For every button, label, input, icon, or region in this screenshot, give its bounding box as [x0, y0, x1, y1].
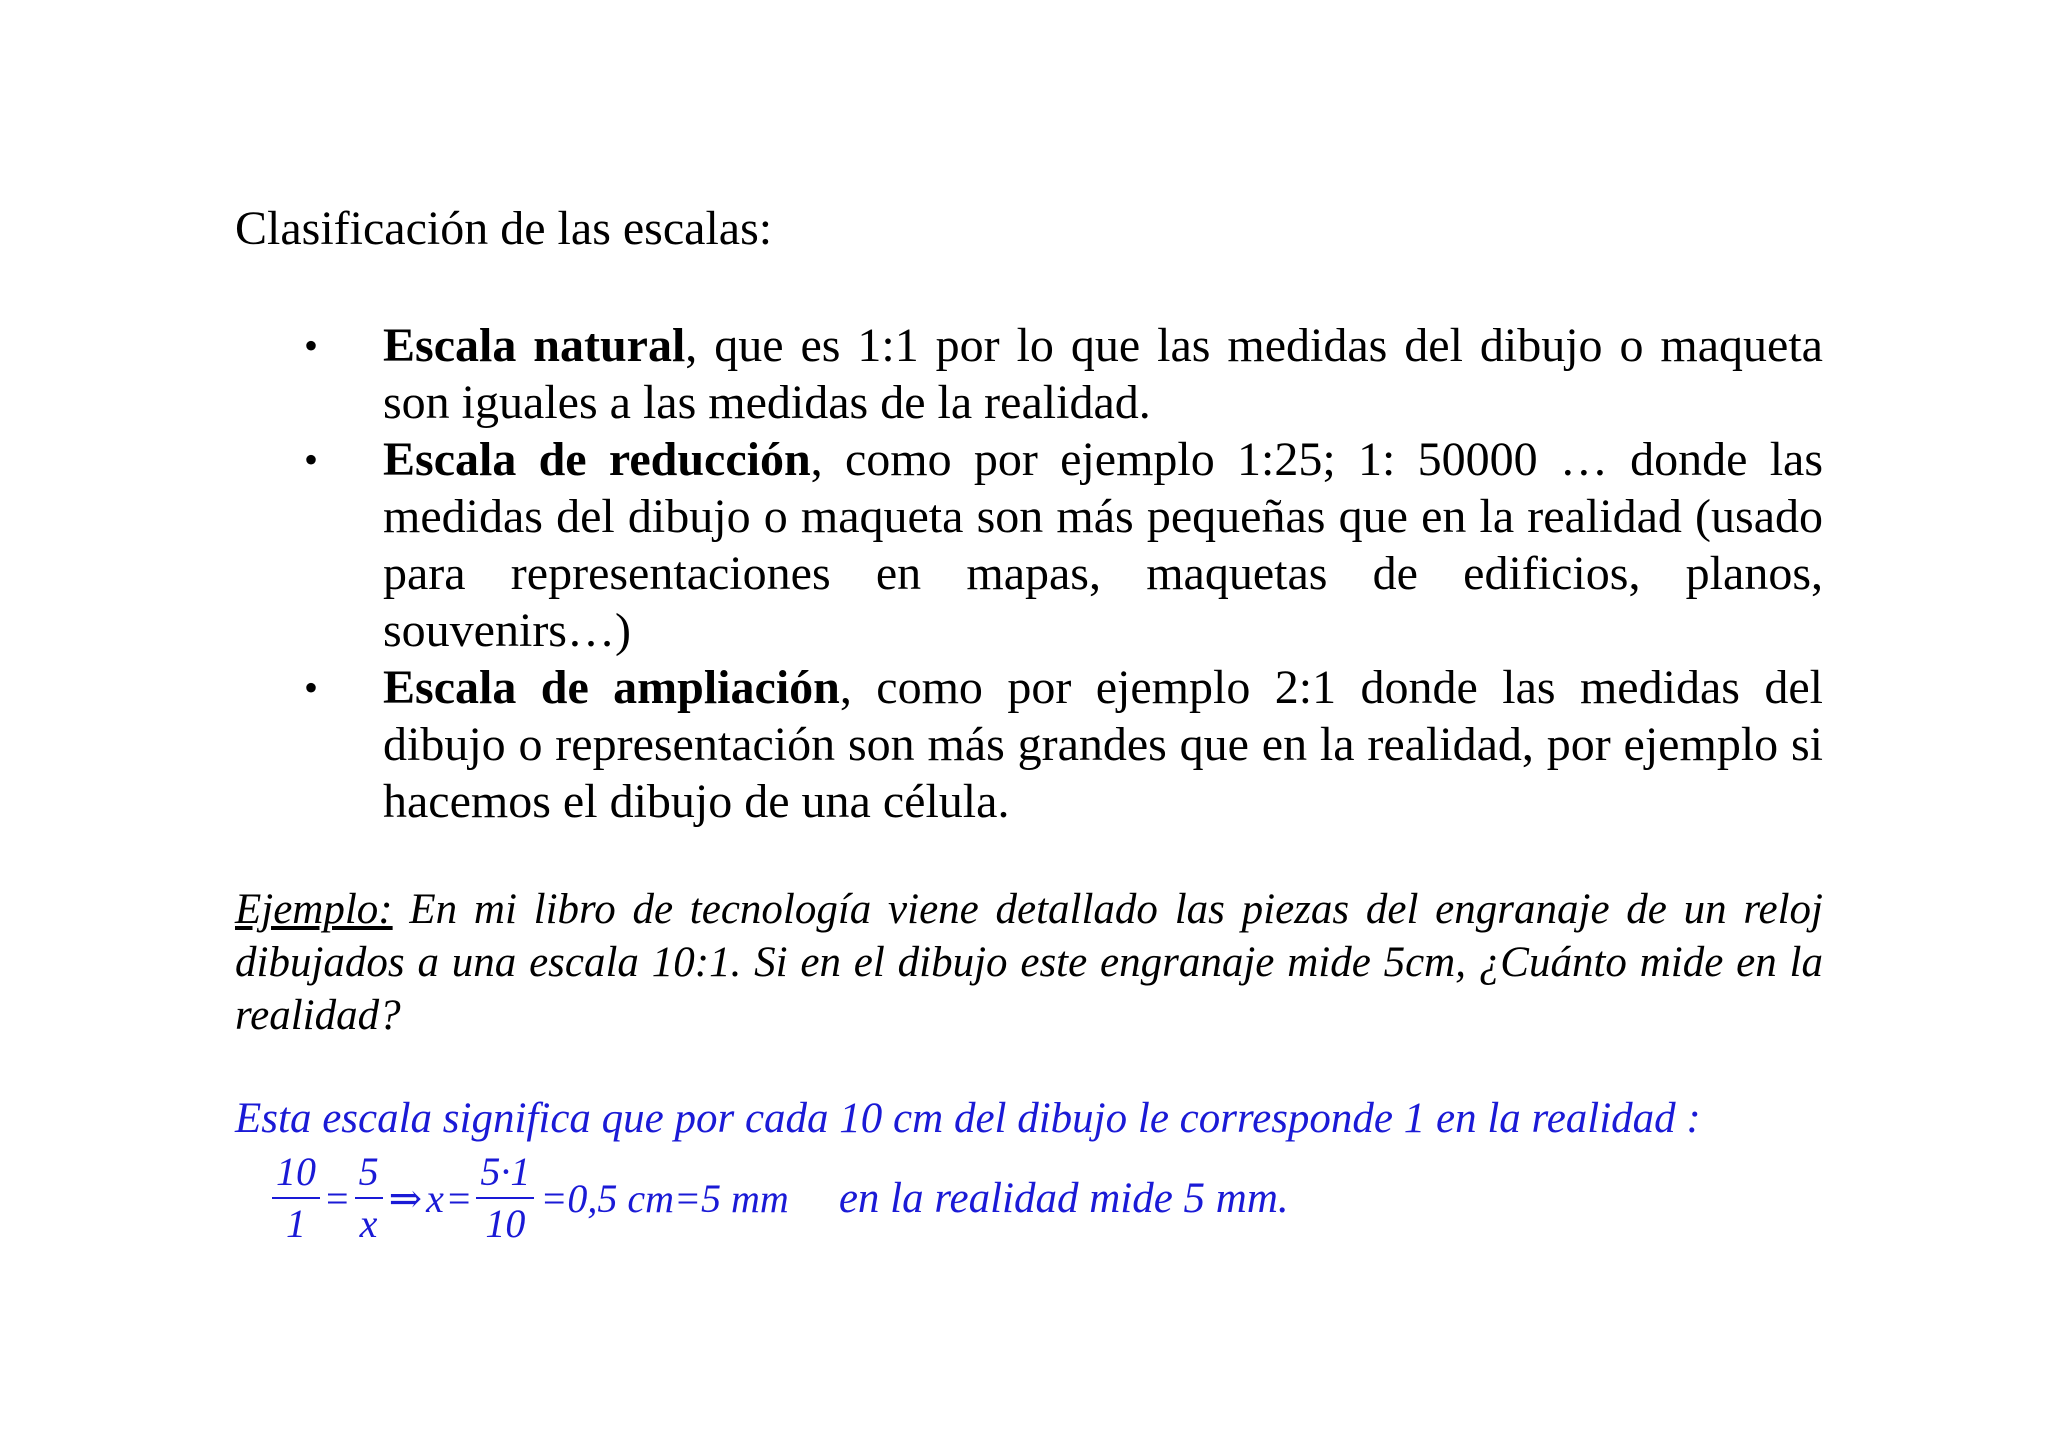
- bullet-icon: •: [304, 437, 319, 482]
- example-paragraph: [235, 883, 1823, 1042]
- solution-text: Esta escala significa que por cada 10 cm del dibujo le corresponde 1 en la realidad :: [235, 1095, 1701, 1142]
- solution-equation: [268, 1148, 1289, 1248]
- fraction-10-over-1: [272, 1147, 320, 1249]
- description-escala-ampliacion: , como por ejemplo 2:1 donde las medidas del dibujo o representación son más grandes que en la realidad, por ejemplo si hacemos el dibujo de una célula.: [383, 661, 1823, 828]
- bullet-icon: •: [304, 323, 319, 368]
- bullet-icon: •: [304, 665, 319, 710]
- description-escala-natural: , que es 1:1 por lo que las medidas del dibujo o maqueta son iguales a las medidas de la realidad.: [383, 319, 1823, 429]
- scale-types-list: [235, 317, 1823, 830]
- term-escala-ampliacion: Escala de ampliación: [383, 661, 840, 714]
- equals-sign: =: [447, 1175, 471, 1221]
- fraction-numerator: 10: [276, 1149, 316, 1194]
- list-item-escala-ampliacion: [235, 659, 1823, 830]
- page-title: Clasificación de las escalas:: [235, 202, 773, 255]
- fraction-denominator: 10: [485, 1201, 526, 1246]
- list-item-escala-reduccion: [235, 431, 1823, 659]
- variable-x: x: [426, 1175, 444, 1221]
- fraction-numerator: 5·1: [480, 1149, 531, 1194]
- fraction-denominator: 1: [286, 1201, 306, 1246]
- list-item-escala-natural: [235, 317, 1823, 431]
- description-escala-reduccion: , como por ejemplo 1:25; 1: 50000 … donde las medidas del dibujo o maqueta son más pequeñas que en la realidad (usado para representaciones en mapas, maquetas de edificios, planos, souvenirs…): [383, 433, 1824, 657]
- fraction-5x1-over-10: [476, 1147, 534, 1249]
- term-escala-natural: Escala natural: [383, 319, 686, 372]
- term-escala-reduccion: Escala de reducción: [383, 433, 811, 486]
- example-text: En mi libro de tecnología viene detallado las piezas del engranaje de un reloj dibujados a una escala 10:1. Si en el dibujo este engranaje mide 5cm, ¿Cuánto mide en la realidad?: [235, 886, 1823, 1039]
- equation-result: =0,5 cm=5 mm: [540, 1175, 789, 1221]
- fraction-numerator: 5: [358, 1149, 379, 1194]
- result-statement: en la realidad mide 5 mm.: [838, 1174, 1289, 1222]
- fraction-5-over-x: [355, 1147, 383, 1249]
- fraction-denominator: x: [359, 1201, 378, 1246]
- implies-arrow-icon: ⇒: [388, 1175, 423, 1221]
- example-label: Ejemplo:: [235, 886, 393, 933]
- equals-sign: =: [326, 1175, 349, 1221]
